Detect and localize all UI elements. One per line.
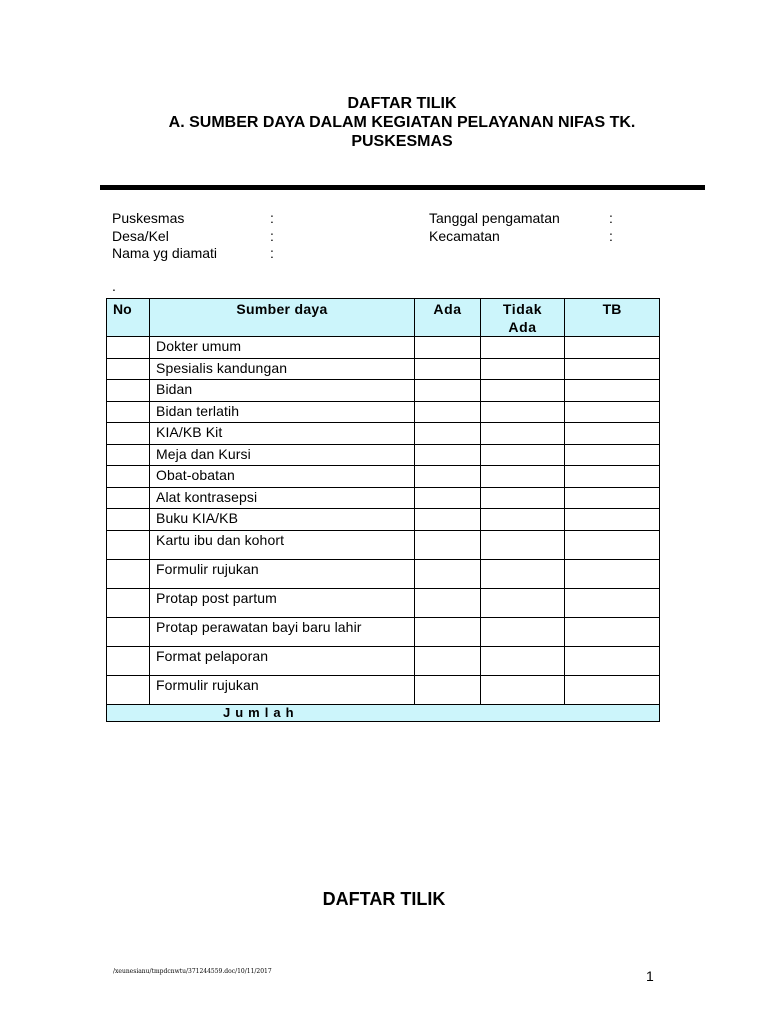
cell-tidak-ada[interactable]	[481, 401, 565, 423]
field-label-desa-kel: Desa/Kel	[112, 228, 169, 244]
table-row	[107, 337, 660, 359]
cell-sumber-daya: Formulir rujukan	[150, 559, 415, 588]
cell-tb[interactable]	[565, 423, 660, 445]
cell-no[interactable]	[107, 530, 150, 559]
cell-tb[interactable]	[565, 487, 660, 509]
header-tb: TB	[565, 299, 660, 337]
cell-sumber-daya: Alat kontrasepsi	[150, 487, 415, 509]
cell-sumber-daya: Obat-obatan	[150, 466, 415, 488]
cell-sumber-daya: KIA/KB Kit	[150, 423, 415, 445]
cell-ada[interactable]	[415, 530, 481, 559]
cell-tb[interactable]	[565, 444, 660, 466]
header-tidak-ada-line2: Ada	[508, 319, 537, 335]
cell-ada[interactable]	[415, 559, 481, 588]
cell-tidak-ada[interactable]	[481, 487, 565, 509]
stray-dot: .	[112, 278, 116, 294]
table-row	[107, 487, 660, 509]
cell-sumber-daya: Bidan	[150, 380, 415, 402]
cell-tidak-ada[interactable]	[481, 423, 565, 445]
cell-no[interactable]	[107, 380, 150, 402]
cell-ada[interactable]	[415, 444, 481, 466]
field-label-nama-yg-diamati: Nama yg diamati	[112, 245, 218, 261]
page-number: 1	[646, 968, 654, 984]
cell-tb[interactable]	[565, 675, 660, 704]
cell-sumber-daya: Protap post partum	[150, 588, 415, 617]
cell-tb[interactable]	[565, 588, 660, 617]
table-row	[107, 401, 660, 423]
cell-sumber-daya: Kartu ibu dan kohort	[150, 530, 415, 559]
cell-tb[interactable]	[565, 530, 660, 559]
header-sumber-daya: Sumber daya	[150, 299, 415, 337]
cell-tidak-ada[interactable]	[481, 380, 565, 402]
cell-no[interactable]	[107, 617, 150, 646]
cell-sumber-daya: Dokter umum	[150, 337, 415, 359]
table-row	[107, 675, 660, 704]
cell-ada[interactable]	[415, 401, 481, 423]
cell-ada[interactable]	[415, 423, 481, 445]
field-colon: :	[270, 210, 274, 226]
table-row	[107, 509, 660, 531]
cell-ada[interactable]	[415, 380, 481, 402]
title-line-3: PUSKESMAS	[351, 133, 453, 150]
cell-tidak-ada[interactable]	[481, 466, 565, 488]
cell-no[interactable]	[107, 675, 150, 704]
table-total-row	[107, 704, 660, 721]
cell-tidak-ada[interactable]	[481, 358, 565, 380]
cell-ada[interactable]	[415, 646, 481, 675]
cell-ada[interactable]	[415, 617, 481, 646]
cell-no[interactable]	[107, 337, 150, 359]
cell-no[interactable]	[107, 588, 150, 617]
cell-no[interactable]	[107, 444, 150, 466]
cell-tb[interactable]	[565, 466, 660, 488]
total-underline	[413, 721, 570, 722]
field-colon: :	[609, 228, 613, 244]
cell-tb[interactable]	[565, 559, 660, 588]
cell-no[interactable]	[107, 559, 150, 588]
field-label-kecamatan: Kecamatan	[429, 228, 500, 244]
header-tidak-ada	[481, 299, 565, 337]
field-label-puskesmas: Puskesmas	[112, 210, 185, 226]
cell-tidak-ada[interactable]	[481, 444, 565, 466]
cell-tidak-ada[interactable]	[481, 559, 565, 588]
cell-sumber-daya: Formulir rujukan	[150, 675, 415, 704]
next-section-title: DAFTAR TILIK	[322, 889, 446, 909]
cell-no[interactable]	[107, 646, 150, 675]
cell-sumber-daya: Format pelaporan	[150, 646, 415, 675]
cell-sumber-daya: Protap perawatan bayi baru lahir	[150, 617, 415, 646]
cell-ada[interactable]	[415, 466, 481, 488]
cell-tb[interactable]	[565, 337, 660, 359]
footer-file-path: /xeunesianu/tmpdcnwtu/371244559.doc/10/11/2017	[113, 968, 272, 975]
cell-tb[interactable]	[565, 358, 660, 380]
cell-no[interactable]	[107, 401, 150, 423]
table-row	[107, 559, 660, 588]
table-header-row	[107, 299, 660, 337]
field-colon: :	[270, 245, 274, 261]
field-label-tanggal-pengamatan: Tanggal pengamatan	[429, 210, 560, 226]
cell-tidak-ada[interactable]	[481, 530, 565, 559]
field-colon: :	[270, 228, 274, 244]
cell-tb[interactable]	[565, 509, 660, 531]
table-row	[107, 588, 660, 617]
table-row	[107, 646, 660, 675]
cell-sumber-daya: Meja dan Kursi	[150, 444, 415, 466]
cell-ada[interactable]	[415, 509, 481, 531]
table-row	[107, 358, 660, 380]
cell-ada[interactable]	[415, 675, 481, 704]
cell-ada[interactable]	[415, 588, 481, 617]
table-row	[107, 466, 660, 488]
cell-no[interactable]	[107, 509, 150, 531]
cell-tidak-ada[interactable]	[481, 675, 565, 704]
field-colon: :	[609, 210, 613, 226]
header-ada: Ada	[415, 299, 481, 337]
table-row	[107, 423, 660, 445]
cell-sumber-daya: Bidan terlatih	[150, 401, 415, 423]
cell-tidak-ada[interactable]	[481, 509, 565, 531]
cell-tb[interactable]	[565, 401, 660, 423]
cell-tidak-ada[interactable]	[481, 646, 565, 675]
cell-tidak-ada[interactable]	[481, 617, 565, 646]
table-row	[107, 617, 660, 646]
header-no: No	[107, 299, 150, 337]
total-label: Jumlah	[107, 704, 660, 721]
cell-sumber-daya: Buku KIA/KB	[150, 509, 415, 531]
cell-ada[interactable]	[415, 358, 481, 380]
table-row	[107, 380, 660, 402]
cell-no[interactable]	[107, 358, 150, 380]
document-title	[100, 94, 704, 151]
cell-no[interactable]	[107, 487, 150, 509]
cell-tb[interactable]	[565, 646, 660, 675]
title-line-1: DAFTAR TILIK	[347, 95, 457, 112]
cell-no[interactable]	[107, 466, 150, 488]
title-line-2: A. SUMBER DAYA DALAM KEGIATAN PELAYANAN NIFAS TK.	[168, 114, 636, 131]
cell-no[interactable]	[107, 423, 150, 445]
cell-tidak-ada[interactable]	[481, 337, 565, 359]
table-row	[107, 530, 660, 559]
horizontal-rule	[100, 185, 705, 190]
header-tidak-ada-line1: Tidak	[502, 301, 543, 317]
cell-tidak-ada[interactable]	[481, 588, 565, 617]
checklist-table	[106, 298, 660, 722]
table-row	[107, 444, 660, 466]
cell-ada[interactable]	[415, 487, 481, 509]
cell-tb[interactable]	[565, 617, 660, 646]
cell-sumber-daya: Spesialis kandungan	[150, 358, 415, 380]
cell-tb[interactable]	[565, 380, 660, 402]
cell-ada[interactable]	[415, 337, 481, 359]
